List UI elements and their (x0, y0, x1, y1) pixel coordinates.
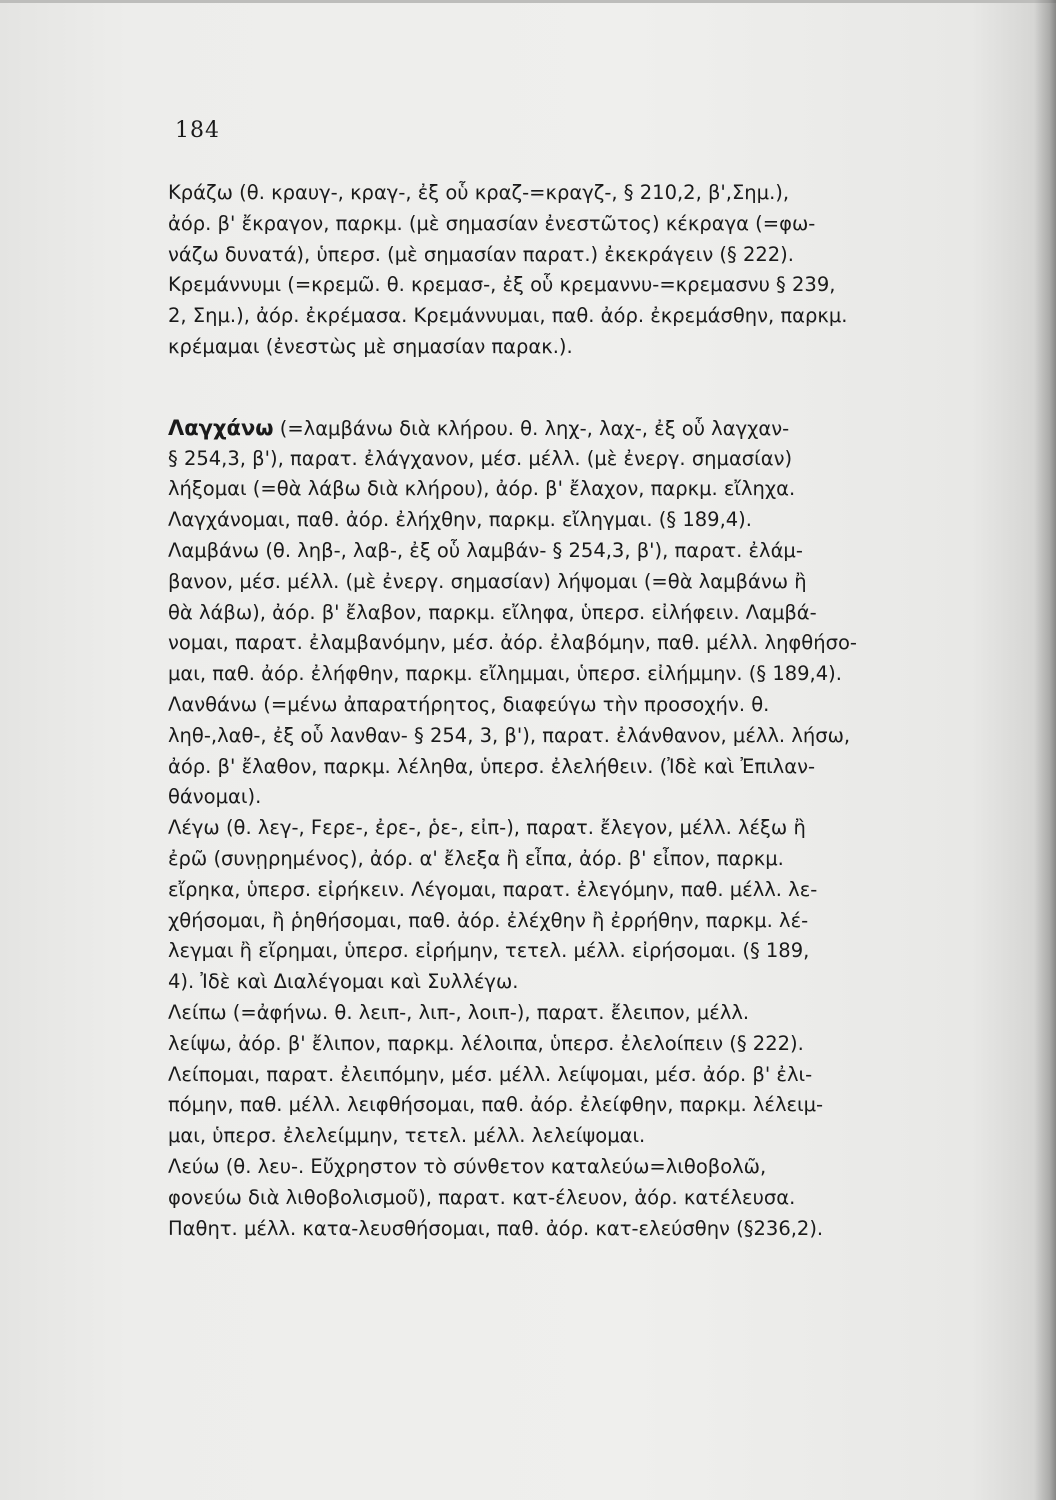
text-line: κρέμαμαι (ἐνεστὼς μὲ σημασίαν παρακ.). (168, 334, 573, 358)
text-line: νομαι, παρατ. ἐλαμβανόμην, μέσ. ἀόρ. ἐλαβόμην, παθ. μέλλ. ληφθήσο- (168, 631, 857, 655)
text-line: νάζω δυνατά), ὑπερσ. (μὲ σημασίαν παρατ.) ἐκεκράγειν (§ 222). (168, 242, 794, 266)
text-line: μαι, ὑπερσ. ἐλελείμμην, τετελ. μέλλ. λελείψομαι. (168, 1124, 646, 1148)
text-line: 4). Ἰδὲ καὶ Διαλέγομαι καὶ Συλλέγω. (168, 970, 519, 994)
text-line: ἀόρ. β' ἔλαθον, παρκμ. λέληθα, ὑπερσ. ἐλελήθειν. (Ἰδὲ καὶ Ἐπιλαν- (168, 754, 816, 778)
page-number: 184 (175, 118, 220, 143)
text-line: § 254,3, β'), παρατ. ἐλάγχανον, μέσ. μέλλ. (μὲ ἐνεργ. σημασίαν) (168, 446, 793, 470)
text-line: 2, Σημ.), ἀόρ. ἐκρέμασα. Κρεμάννυμαι, παθ. ἀόρ. ἐκρεμάσθην, παρκμ. (168, 304, 848, 328)
text-line: λήξομαι (=θὰ λάβω διὰ κλήρου), ἀόρ. β' ἔλαχον, παρκμ. εἴληχα. (168, 477, 796, 501)
text-line: Λεύω (θ. λευ-. Εὔχρηστον τὸ σύνθετον καταλεύω=λιθοβολῶ, (168, 1154, 767, 1178)
text-line: λείψω, ἀόρ. β' ἔλιπον, παρκμ. λέλοιπα, ὑπερσ. ἐλελοίπειν (§ 222). (168, 1031, 804, 1055)
text-line: Λαγχάνομαι, παθ. ἀόρ. ἐλήχθην, παρκμ. εἴληγμαι. (§ 189,4). (168, 508, 752, 532)
section-lemma-definition: (=λαμβάνω διὰ κλήρου. θ. ληχ-, λαχ-, ἐξ οὗ λαγχαν- (273, 416, 790, 440)
text-line: Παθητ. μέλλ. κατα-λευσθήσομαι, παθ. ἀόρ. κατ-ελεύσθην (§236,2). (168, 1216, 824, 1240)
text-line: θάνομαι). (168, 785, 262, 809)
text-line: εἴρηκα, ὑπερσ. εἰρήκειν. Λέγομαι, παρατ. ἐλεγόμην, παθ. μέλλ. λε- (168, 877, 818, 901)
section-lemma: Λαγχάνω (168, 415, 274, 440)
page-edge-shadow (1034, 0, 1056, 1500)
text-line: μαι, παθ. ἀόρ. ἐλήφθην, παρκμ. εἴλημμαι, ὑπερσ. εἰλήμμην. (§ 189,4). (168, 662, 842, 686)
text-line: ληθ-,λαθ-, ἐξ οὗ λανθαν- § 254, 3, β'), παρατ. ἐλάνθανον, μέλλ. λήσω, (168, 723, 851, 747)
text-line: Λέγω (θ. λεγ-, Fερε-, ἐρε-, ῥε-, εἰπ-), παρατ. ἔλεγον, μέλλ. λέξω ἢ (168, 816, 806, 840)
section-gap (168, 363, 968, 393)
text-line: Κράζω (θ. κραυγ-, κραγ-, ἐξ οὗ κραζ-=κραγζ-, § 210,2, β',Σημ.), (168, 181, 790, 204)
text-line: βανον, μέσ. μέλλ. (μὲ ἐνεργ. σημασίαν) λήψομαι (=θὰ λαμβάνω ἢ (168, 569, 807, 593)
text-line: Λαμβάνω (θ. ληβ-, λαβ-, ἐξ οὗ λαμβάν- § 254,3, β'), παρατ. ἐλάμ- (168, 538, 803, 562)
text-line: Λείπω (=ἀφήνω. θ. λειπ-, λιπ-, λοιπ-), παρατ. ἔλειπον, μέλλ. (168, 1000, 750, 1024)
text-line: ἀόρ. β' ἔκραγον, παρκμ. (μὲ σημασίαν ἐνεστῶτος) κέκραγα (=φω- (168, 211, 816, 235)
text-line: Κρεμάννυμι (=κρεμῶ. θ. κρεμασ-, ἐξ οὗ κρεμαννυ-=κρεμασνυ § 239, (168, 273, 836, 297)
text-line: φονεύω διὰ λιθοβολισμοῦ), παρατ. κατ-έλευον, ἀόρ. κατέλευσα. (168, 1185, 796, 1209)
section-heading-line (168, 413, 968, 444)
text-line: ἐρῶ (συνῃρημένος), ἀόρ. α' ἔλεξα ἢ εἶπα, ἀόρ. β' εἶπον, παρκμ. (168, 846, 784, 870)
text-line: χθήσομαι, ἢ ῥηθήσομαι, παθ. ἀόρ. ἐλέχθην ἢ ἐρρήθην, παρκμ. λέ- (168, 908, 809, 932)
text-line: θὰ λάβω), ἀόρ. β' ἔλαβον, παρκμ. εἴληφα, ὑπερσ. εἰλήφειν. Λαμβά- (168, 600, 817, 624)
text-line: λεγμαι ἢ εἴρημαι, ὑπερσ. εἰρήμην, τετελ. μέλλ. εἰρήσομαι. (§ 189, (168, 939, 810, 963)
text-line: πόμην, παθ. μέλλ. λειφθήσομαι, παθ. ἀόρ. ἐλείφθην, παρκμ. λέλειμ- (168, 1093, 824, 1117)
top-rule (0, 0, 1056, 3)
dictionary-text (168, 178, 968, 1244)
text-line: Λανθάνω (=μένω ἀπαρατήρητος, διαφεύγω τὴν προσοχήν. θ. (168, 692, 770, 716)
section-gap (168, 393, 968, 413)
text-line: Λείπομαι, παρατ. ἐλειπόμην, μέσ. μέλλ. λείψομαι, μέσ. ἀόρ. β' ἐλι- (168, 1062, 813, 1086)
